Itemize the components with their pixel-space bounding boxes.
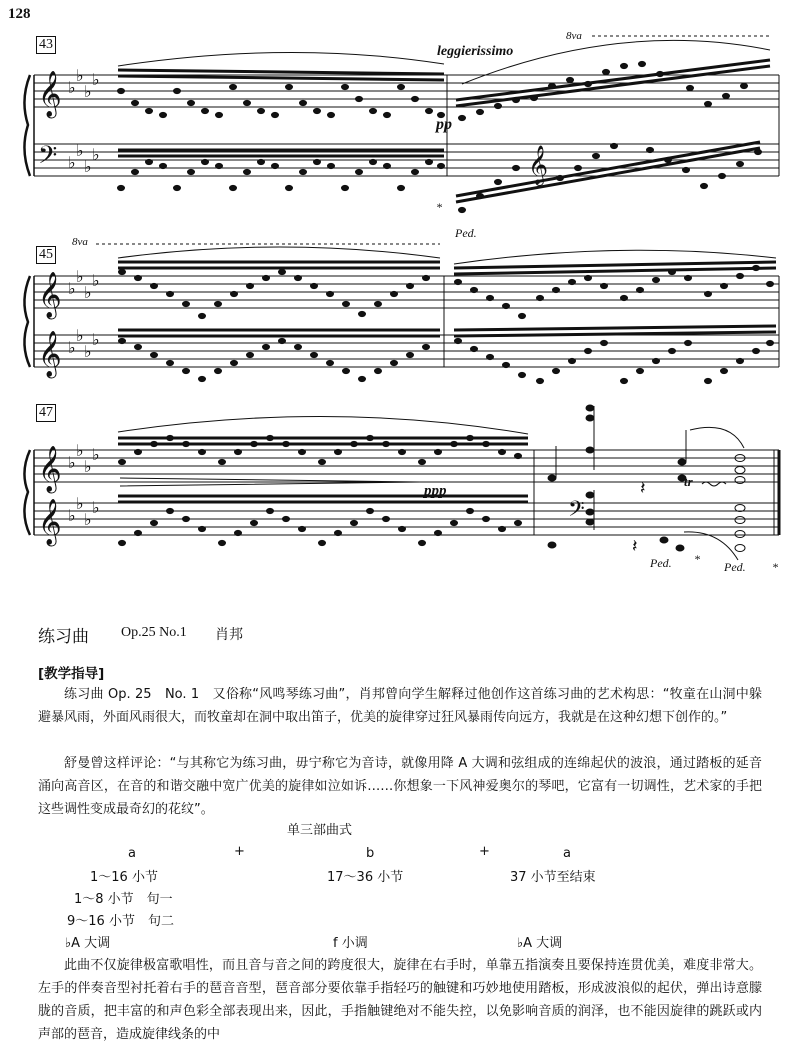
bar-number-47: 47 <box>36 404 56 422</box>
svg-text:𝄽: 𝄽 <box>640 478 646 499</box>
svg-text:♭: ♭ <box>84 457 92 476</box>
svg-text:♭: ♭ <box>84 82 92 101</box>
trill-marking: tr <box>684 474 693 489</box>
svg-text:♭: ♭ <box>92 498 100 517</box>
svg-text:♭: ♭ <box>92 445 100 464</box>
svg-text:♭: ♭ <box>68 506 76 525</box>
form-key-b: f 小调 <box>333 936 368 951</box>
leggierissimo-marking: leggierissimo <box>437 44 514 59</box>
svg-text:♭: ♭ <box>84 510 92 529</box>
svg-text:♭: ♭ <box>68 338 76 357</box>
pedal-marking-3: Ped. <box>724 560 746 574</box>
pedal-marking-2: Ped. <box>650 556 672 570</box>
form-range-a1: 1～16 小节 <box>90 870 158 885</box>
svg-text:♭: ♭ <box>84 342 92 361</box>
svg-text:♭: ♭ <box>76 141 84 160</box>
svg-text:♭: ♭ <box>76 326 84 345</box>
ottava-marking-2: 8va <box>72 236 88 248</box>
svg-text:𝄞: 𝄞 <box>38 331 62 377</box>
dynamic-pp: pp <box>436 116 452 133</box>
pedal-marking-1: Ped. <box>455 226 477 240</box>
page-number: 128 <box>8 6 31 22</box>
svg-text:♭: ♭ <box>92 271 100 290</box>
svg-text:♭: ♭ <box>76 66 84 85</box>
guide-paragraph-1: 练习曲 Op. 25 No. 1 又俗称“风鸣琴练习曲”，肖邦曾向学生解释过他创作这首练习曲的艺术构思：“牧童在山洞中躲避暴风雨，外面风雨很大，而牧童却在洞中取出笛子，优美的旋律穿过狂风暴雨传向远方，我就是在这种幻想下创作的。” <box>38 687 762 725</box>
svg-text:𝄞: 𝄞 <box>38 272 62 318</box>
bar-number-43: 43 <box>36 36 56 54</box>
pedal-release-1: * <box>436 200 442 214</box>
form-phrase-1: 1～8 小节 句一 <box>74 892 173 907</box>
ottava-marking-1: 8va <box>566 30 582 42</box>
svg-text:♭: ♭ <box>84 157 92 176</box>
dynamic-ppp: ppp <box>424 483 447 499</box>
svg-text:♭: ♭ <box>92 330 100 349</box>
svg-text:♭: ♭ <box>68 453 76 472</box>
svg-text:♭: ♭ <box>84 283 92 302</box>
form-title: 单三部曲式 <box>287 823 353 838</box>
piece-opus: Op.25 No.1 <box>121 625 187 640</box>
form-plus-2: + <box>479 844 490 859</box>
form-section-b: b <box>366 846 375 861</box>
form-section-a2: a <box>563 846 571 861</box>
svg-text:♭: ♭ <box>92 145 100 164</box>
svg-text:♭: ♭ <box>92 70 100 89</box>
svg-text:♭: ♭ <box>68 78 76 97</box>
guide-paragraph-2: 舒曼曾这样评论：“与其称它为练习曲，毋宁称它为音诗，就像用降 A 大调和弦组成的连绵起伏的波浪，通过踏板的延音涌向高音区，在音的和谐交融中宽广优美的旋律如泣如诉……你想象一下风神爱奥尔的琴吧，它富有一切调性，艺术家的手把这些调性变成最奇幻的花纹”。 <box>38 756 762 817</box>
pedal-release-3: * <box>772 560 778 574</box>
svg-text:𝄽: 𝄽 <box>632 536 638 557</box>
form-phrase-2: 9～16 小节 句二 <box>67 914 174 929</box>
piece-title: 练习曲 <box>38 627 89 647</box>
svg-text:𝄞: 𝄞 <box>38 446 62 492</box>
form-key-a2: ♭A 大调 <box>517 936 563 951</box>
pedal-release-2: * <box>694 552 700 566</box>
form-range-a2: 37 小节至结束 <box>510 870 596 885</box>
svg-text:♭: ♭ <box>68 279 76 298</box>
svg-text:𝄢: 𝄢 <box>38 141 58 176</box>
svg-text:♭: ♭ <box>76 267 84 286</box>
guide-paragraph-3: 此曲不仅旋律极富歌唱性，而且音与音之间的跨度很大，旋律在右手时，单靠五指演奏且要保持连贯优美，难度非常大。左手的伴奏音型衬托着右手的琶音音型，琶音部分要依靠手指轻巧的触键和巧妙地使用踏板，形成波浪似的起伏，弹出诗意朦胧的音质，把丰富的和声色彩全部表现出来，因此，手指触键绝对不能失控，以免影响音质的润泽，也不能因旋律的跳跃或内声部的琶音，造成旋律线条的中 <box>38 958 762 1042</box>
svg-text:♭: ♭ <box>76 441 84 460</box>
svg-text:𝄞: 𝄞 <box>38 499 62 545</box>
teaching-guide-heading: [教学指导] <box>38 666 105 682</box>
svg-text:♭: ♭ <box>76 494 84 513</box>
form-plus-1: + <box>234 844 245 859</box>
form-section-a1: a <box>128 846 136 861</box>
svg-text:♭: ♭ <box>68 153 76 172</box>
svg-text:𝄢: 𝄢 <box>568 497 585 527</box>
svg-text:𝄞: 𝄞 <box>528 145 549 185</box>
bar-number-45: 45 <box>36 246 56 264</box>
form-range-b: 17～36 小节 <box>327 870 404 885</box>
form-key-a1: ♭A 大调 <box>65 936 111 951</box>
svg-text:𝄞: 𝄞 <box>38 71 62 117</box>
piece-composer: 肖邦 <box>215 627 243 643</box>
